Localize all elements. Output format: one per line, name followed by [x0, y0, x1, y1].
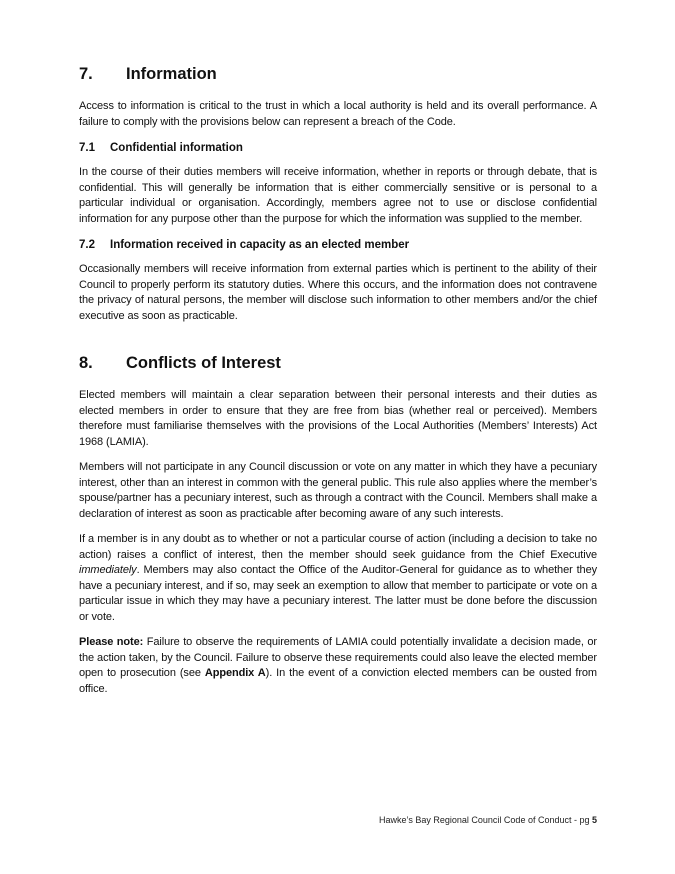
section-8-heading — [79, 351, 597, 375]
section-8-paragraph-3 — [79, 532, 597, 625]
page-footer — [379, 815, 597, 825]
footer-text: Hawke’s Bay Regional Council Code of Conduct - pg — [379, 815, 592, 825]
subsection-7-2-text: Occasionally members will receive information from external parties which is pertinent to the ability of their Council to properly perform its statutory duties. Where this occurs, and the information does not contravene the privacy of natural persons, the member will disclose such information to other members and/or the chief executive as soon as practicable. — [79, 263, 597, 322]
subsection-7-2-heading — [79, 237, 597, 253]
section-7-title: Information — [126, 64, 217, 83]
subsection-7-1-heading — [79, 140, 597, 156]
appendix-reference: Appendix A — [204, 667, 266, 679]
subsection-7-1-text: In the course of their duties members will receive information, whether in reports or through debate, that is confidential. This will generally be information that is either commercially sensitive or is personal to a particular individual or organisation. Accordingly, members agree not to use or disclose confidential information for any purpose other than the purpose for which the information was supplied to the member. — [79, 166, 597, 225]
paragraph-3-text-end: . Members may also contact the Office of the Auditor-General for guidance as to whether they have a pecuniary interest, and if so, may seek an exemption to allow that member to participate or vote on a particular issue in which they may have a pecuniary interest. The latter must be done before the discussion or vote. — [79, 564, 597, 623]
subsection-7-1-number: 7.1 — [79, 142, 95, 154]
paragraph-3-emphasis: immediately — [79, 564, 137, 576]
subsection-7-2-number: 7.2 — [79, 239, 95, 251]
section-7-heading — [79, 62, 597, 86]
section-8-paragraph-2: Members will not participate in any Council discussion or vote on any matter in which they have a pecuniary interest, other than an interest in common with the general public. This rule also applies where the member’s spouse/partner has a pecuniary interest, such as through a contract with the Council. Members shall make a declaration of interest as soon as practicable after becoming aware of any such interests. — [79, 461, 597, 520]
section-7-intro: Access to information is critical to the trust in which a local authority is held and its overall performance. A failure to comply with the provisions below can represent a breach of the Code. — [79, 100, 597, 128]
please-note-text-start: Failure to observe the requirements of LAMIA could potentially invalidate a decision made, or the action taken, by the Council. Failure to observe these requirements could also leave the elected member open to prosecution (see — [79, 636, 597, 679]
please-note-paragraph — [79, 635, 597, 697]
paragraph-3-text-start: If a member is in any doubt as to whether or not a particular course of action (including a decision to take no action) raises a conflict of interest, then the member should seek guidance from the Chief Executive — [79, 533, 597, 561]
section-8-paragraph-1: Elected members will maintain a clear separation between their personal interests and their duties as elected members in order to ensure that they are free from bias (whether real or perceived). Members therefore must familiarise themselves with the provisions of the Local Authorities (Members’ Interests) Act 1968 (LAMIA). — [79, 389, 597, 448]
section-8-title: Conflicts of Interest — [126, 353, 281, 372]
section-7-number: 7. — [79, 64, 93, 83]
subsection-7-1-title: Confidential information — [110, 142, 243, 154]
section-8-number: 8. — [79, 353, 93, 372]
page-content — [79, 62, 597, 697]
please-note-text-end: ). In the event of a conviction elected members can be ousted from office. — [79, 667, 597, 695]
footer-page-number: 5 — [591, 815, 597, 825]
please-note-label: Please note: — [79, 636, 144, 648]
subsection-7-2-title: Information received in capacity as an elected member — [110, 239, 410, 251]
